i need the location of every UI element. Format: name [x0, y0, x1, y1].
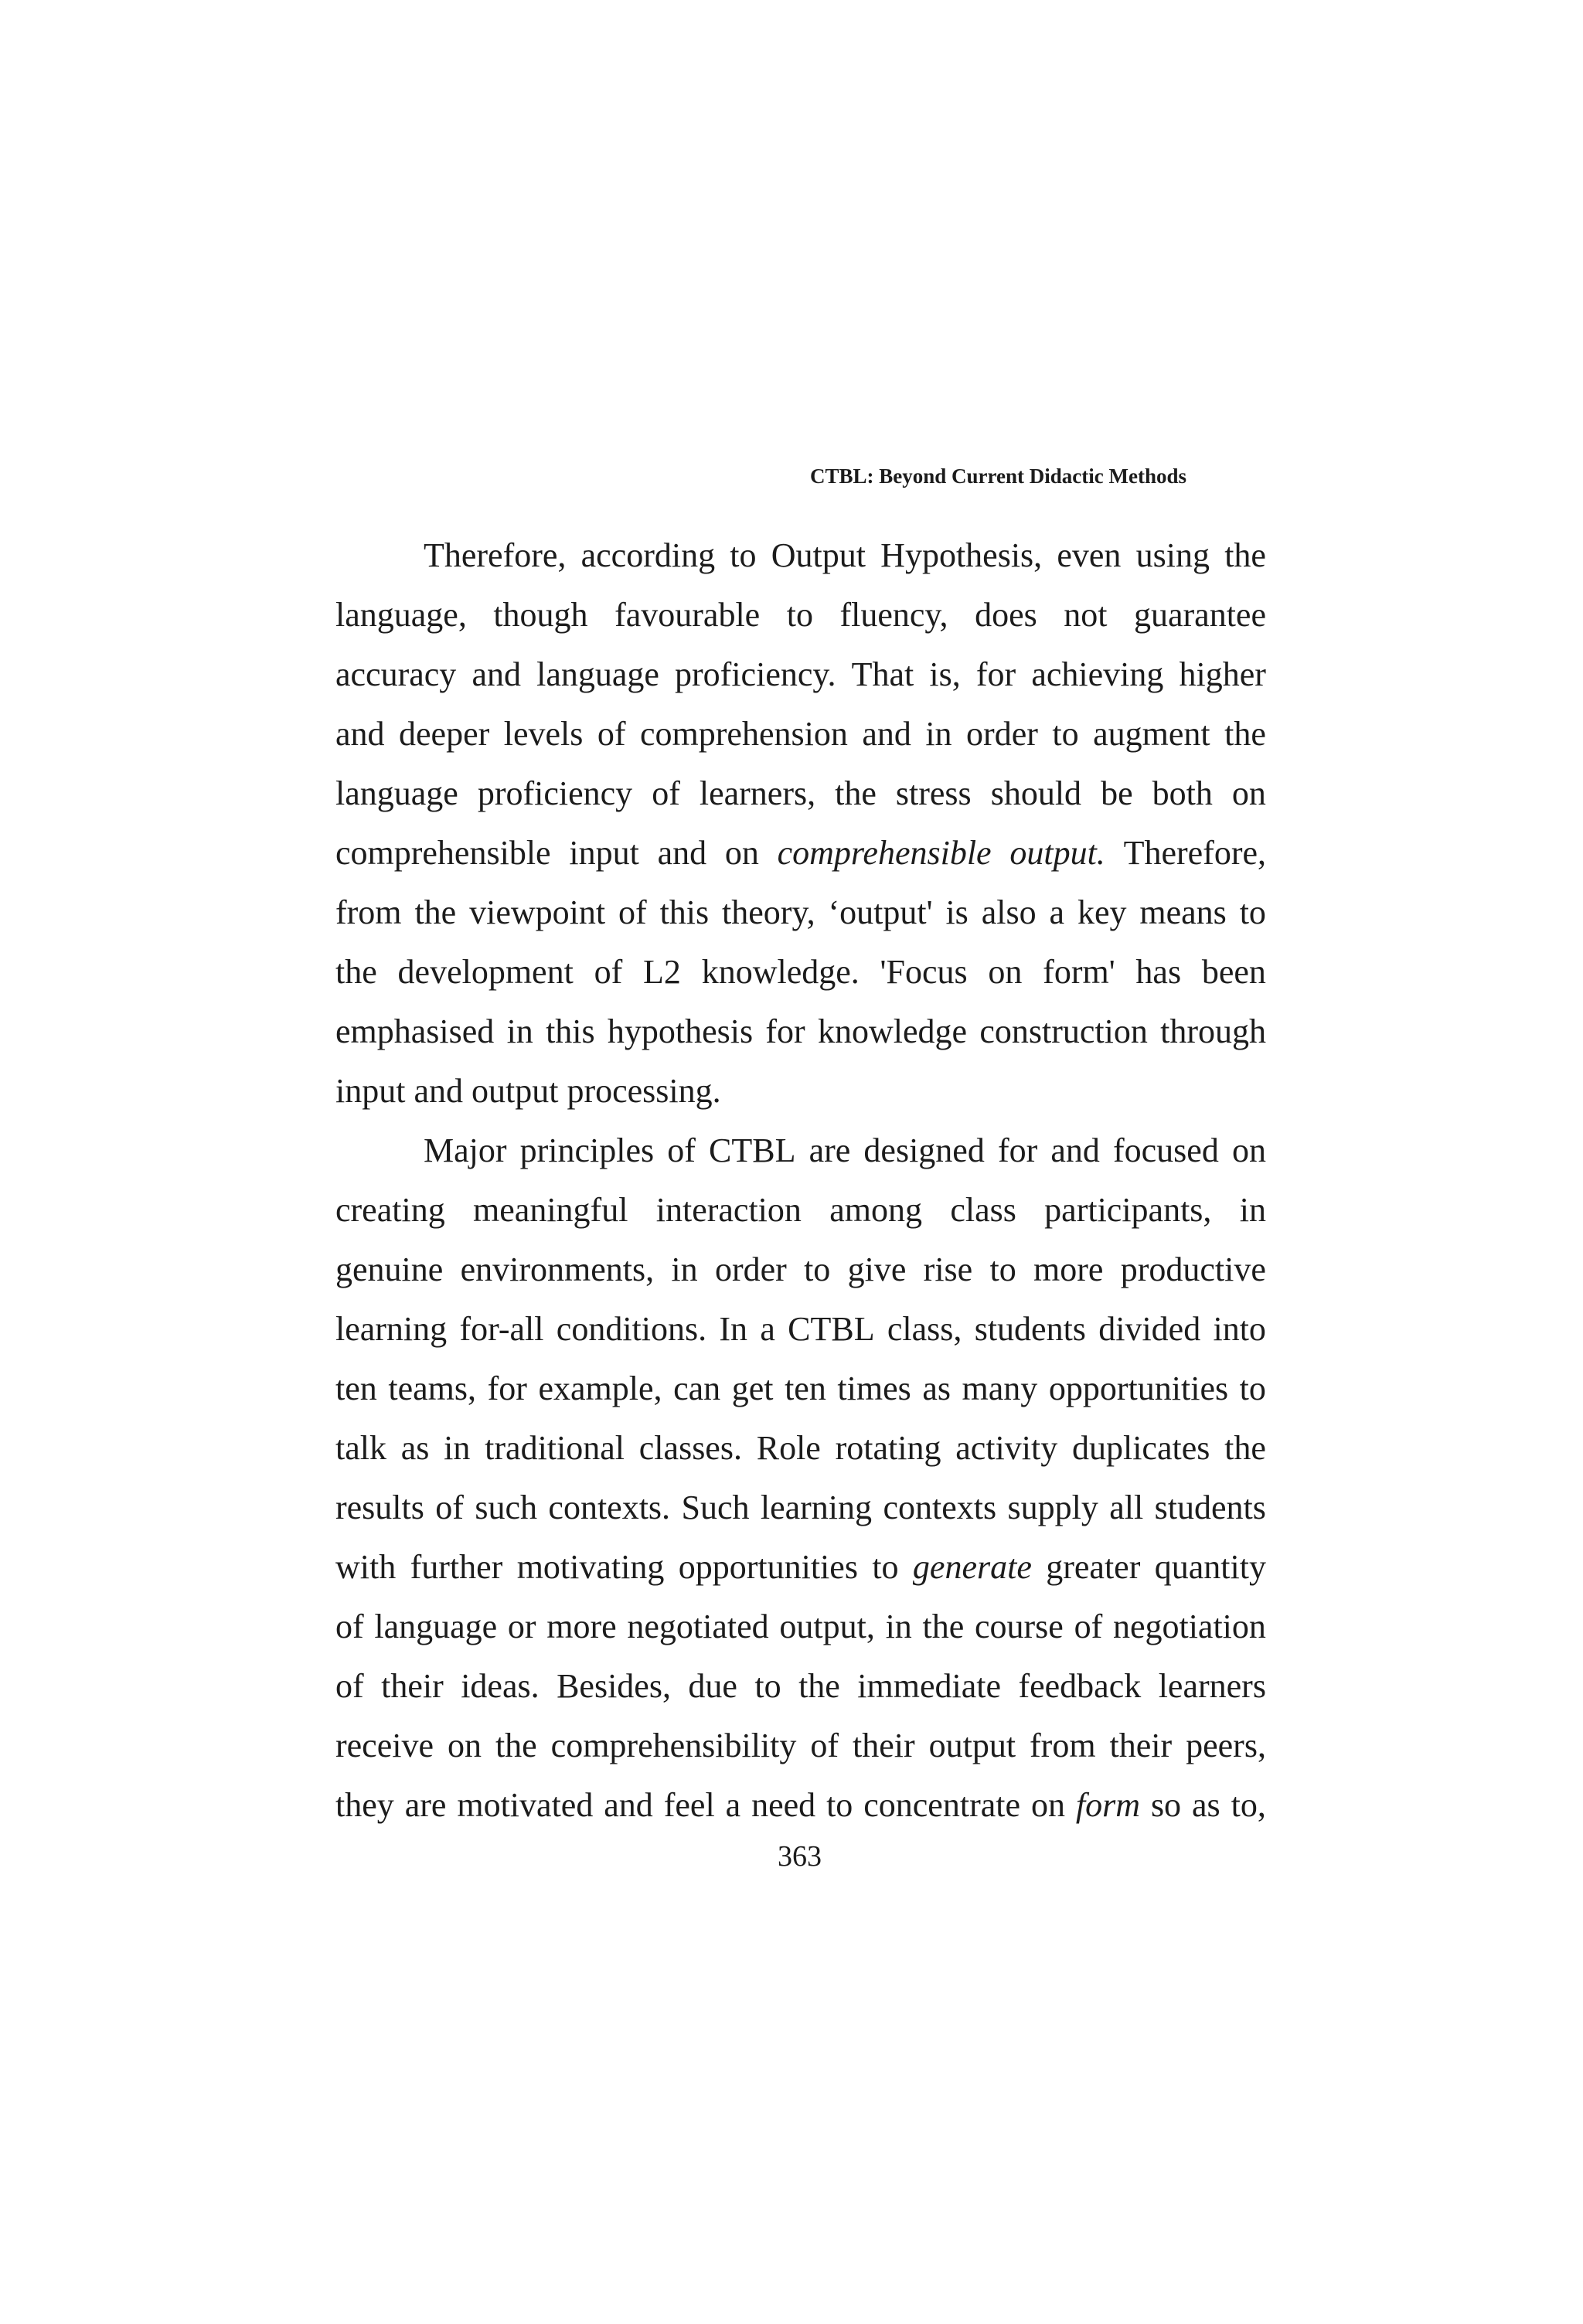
word: to — [1052, 715, 1079, 753]
word: more — [546, 1608, 617, 1645]
word: on — [724, 834, 759, 872]
word: language — [374, 1608, 498, 1645]
word: the — [335, 953, 377, 991]
word: and — [414, 1072, 463, 1110]
word: into — [1213, 1310, 1266, 1348]
word: viewpoint — [469, 893, 606, 931]
word: students — [974, 1310, 1086, 1348]
text-line — [335, 1307, 1266, 1366]
body-text — [335, 533, 1266, 1843]
word: and — [657, 834, 707, 872]
word: language — [335, 774, 458, 812]
word: the — [1224, 536, 1266, 574]
word: for — [997, 1131, 1038, 1169]
text-line — [335, 1485, 1266, 1545]
word: fluency, — [839, 596, 948, 634]
word: can — [673, 1370, 721, 1407]
text-line — [335, 1783, 1266, 1843]
word: opportunities — [1048, 1370, 1229, 1407]
word: development — [397, 953, 574, 991]
text-line — [335, 712, 1266, 771]
word: levels — [503, 715, 584, 753]
word: learning — [335, 1310, 448, 1348]
word: to — [730, 536, 757, 574]
word: participants, — [1044, 1191, 1212, 1229]
word: and — [1050, 1131, 1100, 1169]
word: further — [410, 1548, 503, 1586]
word: should — [990, 774, 1082, 812]
word: students — [1154, 1489, 1266, 1526]
word: of — [667, 1131, 696, 1169]
word: creating — [335, 1191, 445, 1229]
word: teams, — [388, 1370, 476, 1407]
word: CTBL — [788, 1310, 875, 1348]
text-line — [335, 950, 1266, 1009]
word: Such — [681, 1489, 750, 1526]
word: concentrate — [863, 1786, 1020, 1824]
word: and — [335, 715, 385, 753]
word: in — [1239, 1191, 1266, 1229]
text-line — [335, 890, 1266, 950]
word: get — [731, 1370, 774, 1407]
word: has — [1135, 953, 1182, 991]
word: for — [765, 1012, 805, 1050]
word: the — [922, 1608, 965, 1645]
word: the — [1224, 1429, 1266, 1467]
word: 'Focus — [880, 953, 968, 991]
word: accuracy — [335, 655, 457, 693]
word: as — [1192, 1786, 1220, 1824]
word: stress — [895, 774, 972, 812]
word: traditional — [485, 1429, 625, 1467]
word: input — [335, 1072, 406, 1110]
word: That — [851, 655, 914, 693]
text-line — [335, 771, 1266, 831]
word: through — [1160, 1012, 1266, 1050]
word: a — [725, 1786, 741, 1824]
word: to — [1239, 893, 1266, 931]
word: Major — [424, 1131, 507, 1169]
word: order — [966, 715, 1038, 753]
word: from — [1030, 1727, 1096, 1764]
word: is — [945, 893, 969, 931]
word: rise — [923, 1250, 973, 1288]
word: are — [404, 1786, 447, 1824]
word: for — [975, 655, 1016, 693]
word: motivating — [516, 1548, 665, 1586]
word: to — [872, 1548, 899, 1586]
word: due — [688, 1667, 737, 1705]
word: or — [507, 1608, 536, 1645]
word: a — [760, 1310, 775, 1348]
word: contexts. — [548, 1489, 671, 1526]
text-line — [335, 1188, 1266, 1247]
word: environments, — [460, 1250, 655, 1288]
word: deeper — [399, 715, 490, 753]
word: the — [798, 1667, 840, 1705]
word: comprehension — [640, 715, 848, 753]
word: also — [981, 893, 1037, 931]
word: feel — [663, 1786, 715, 1824]
word: knowledge — [817, 1012, 968, 1050]
word: example, — [538, 1370, 662, 1407]
word: key — [1077, 893, 1127, 931]
word: of — [1074, 1608, 1103, 1645]
word: receive — [335, 1727, 434, 1764]
word: they — [335, 1786, 394, 1824]
page-number: 363 — [778, 1840, 822, 1873]
word: of — [435, 1489, 464, 1526]
word: this — [546, 1012, 595, 1050]
word: many — [962, 1370, 1038, 1407]
word: as — [922, 1370, 951, 1407]
word: this — [659, 893, 710, 931]
word: of — [335, 1667, 364, 1705]
word: to — [1239, 1370, 1266, 1407]
word: need — [751, 1786, 816, 1824]
word: language, — [335, 596, 467, 634]
word: are — [809, 1131, 851, 1169]
word: and — [862, 715, 911, 753]
word: results — [335, 1489, 424, 1526]
text-line — [335, 1426, 1266, 1485]
word: though — [493, 596, 588, 634]
word: feedback — [1018, 1667, 1142, 1705]
word: in — [671, 1250, 698, 1288]
paragraph — [335, 1128, 1266, 1843]
word: of — [597, 715, 626, 753]
word: give — [847, 1250, 907, 1288]
italic-word: generate — [912, 1548, 1032, 1586]
word: Role — [756, 1429, 821, 1467]
word: according — [580, 536, 716, 574]
word: on — [1231, 1131, 1266, 1169]
word: to — [989, 1250, 1016, 1288]
word: on — [988, 953, 1023, 991]
word: talk — [335, 1429, 386, 1467]
word: even — [1057, 536, 1122, 574]
word: been — [1201, 953, 1266, 991]
text-line — [335, 652, 1266, 712]
word: activity — [955, 1429, 1058, 1467]
word: guarantee — [1133, 596, 1266, 634]
word: processing. — [567, 1072, 721, 1110]
word: output, — [779, 1608, 875, 1645]
word: negotiated — [627, 1608, 769, 1645]
word: using — [1135, 536, 1210, 574]
word: on — [447, 1727, 482, 1764]
word: more — [1033, 1250, 1104, 1288]
word: knowledge. — [701, 953, 860, 991]
text-line — [335, 1366, 1266, 1426]
word: the — [495, 1727, 537, 1764]
text-line — [335, 1128, 1266, 1188]
word: their — [852, 1727, 915, 1764]
word: Besides, — [557, 1667, 671, 1705]
word: theory, — [722, 893, 815, 931]
word: of — [652, 774, 680, 812]
word: on — [1030, 1786, 1065, 1824]
word: such — [475, 1489, 538, 1526]
word: of — [618, 893, 647, 931]
italic-word: form — [1075, 1786, 1140, 1824]
running-head: CTBL: Beyond Current Didactic Methods — [810, 464, 1187, 488]
word: form' — [1043, 953, 1115, 991]
word: in — [885, 1608, 912, 1645]
text-line — [335, 1723, 1266, 1783]
word: meaningful — [473, 1191, 628, 1229]
word: In — [719, 1310, 748, 1348]
word: contexts — [883, 1489, 997, 1526]
word: on — [1231, 774, 1266, 812]
word: proficiency — [477, 774, 633, 812]
word: among — [829, 1191, 922, 1229]
word: the — [1224, 715, 1266, 753]
word: course — [975, 1608, 1064, 1645]
word: designed — [863, 1131, 985, 1169]
word: principles — [519, 1131, 655, 1169]
word: rotating — [835, 1429, 941, 1467]
word: in — [444, 1429, 471, 1467]
word: L2 — [643, 953, 681, 991]
word: conditions. — [556, 1310, 707, 1348]
word: motivated — [457, 1786, 594, 1824]
word: and — [604, 1786, 653, 1824]
text-line — [335, 1247, 1266, 1307]
word: ideas. — [461, 1667, 540, 1705]
word: opportunities — [678, 1548, 858, 1586]
word: so — [1150, 1786, 1182, 1824]
word: to — [786, 596, 813, 634]
word: Therefore, — [424, 536, 567, 574]
word: from — [335, 893, 402, 931]
word: learners — [1158, 1667, 1266, 1705]
word: class, — [887, 1310, 962, 1348]
text-line — [335, 1009, 1266, 1069]
word: and — [471, 655, 521, 693]
word: quantity — [1154, 1548, 1266, 1586]
word: with — [335, 1548, 397, 1586]
word: all — [1109, 1489, 1144, 1526]
word: to — [804, 1250, 831, 1288]
word: emphasised — [335, 1012, 495, 1050]
text-line — [335, 533, 1266, 593]
word: is, — [929, 655, 961, 693]
italic-word: comprehensible — [777, 834, 992, 872]
word: ‘output' — [828, 893, 933, 931]
text-line — [335, 1545, 1266, 1604]
word: order — [714, 1250, 787, 1288]
word: immediate — [857, 1667, 1002, 1705]
word: productive — [1120, 1250, 1266, 1288]
word: genuine — [335, 1250, 444, 1288]
word: Output — [771, 536, 866, 574]
word: of — [594, 953, 623, 991]
italic-word: output. — [1009, 834, 1105, 872]
word: divided — [1098, 1310, 1201, 1348]
word: both — [1152, 774, 1213, 812]
text-line — [335, 831, 1266, 890]
word: achieving — [1031, 655, 1164, 693]
word: to — [754, 1667, 781, 1705]
word: to — [826, 1786, 853, 1824]
word: supply — [1007, 1489, 1098, 1526]
word: of — [810, 1727, 839, 1764]
word: the — [835, 774, 877, 812]
word: for — [487, 1370, 527, 1407]
word: ten — [335, 1370, 377, 1407]
word: hypothesis — [607, 1012, 754, 1050]
word: for-all — [459, 1310, 544, 1348]
word: their — [381, 1667, 444, 1705]
word: learning — [760, 1489, 873, 1526]
word: duplicates — [1071, 1429, 1210, 1467]
word: negotiation — [1112, 1608, 1266, 1645]
word: comprehensible — [335, 834, 551, 872]
word: higher — [1179, 655, 1266, 693]
word: proficiency. — [675, 655, 836, 693]
word: peers, — [1186, 1727, 1266, 1764]
word: Therefore, — [1123, 834, 1266, 872]
word: class — [950, 1191, 1016, 1229]
word: ten — [785, 1370, 826, 1407]
word: focused — [1113, 1131, 1219, 1169]
word: their — [1109, 1727, 1173, 1764]
word: construction — [979, 1012, 1148, 1050]
word: classes. — [638, 1429, 742, 1467]
word: interaction — [655, 1191, 802, 1229]
word: in — [506, 1012, 533, 1050]
word: language — [536, 655, 659, 693]
word: the — [414, 893, 457, 931]
word: be — [1101, 774, 1133, 812]
word: output — [471, 1072, 559, 1110]
word: not — [1064, 596, 1108, 634]
word: in — [925, 715, 952, 753]
word: means — [1139, 893, 1227, 931]
word: Hypothesis, — [880, 536, 1043, 574]
word: to, — [1231, 1786, 1266, 1824]
word: does — [975, 596, 1037, 634]
word: of — [335, 1608, 364, 1645]
text-line — [335, 1069, 1266, 1128]
word: CTBL — [709, 1131, 796, 1169]
word: favourable — [614, 596, 761, 634]
word: as — [400, 1429, 430, 1467]
text-line — [335, 1604, 1266, 1664]
paragraph — [335, 533, 1266, 1128]
word: input — [569, 834, 639, 872]
word: greater — [1046, 1548, 1141, 1586]
word: times — [837, 1370, 911, 1407]
word: output — [928, 1727, 1016, 1764]
word: learners, — [699, 774, 816, 812]
word: augment — [1093, 715, 1210, 753]
word: comprehensibility — [550, 1727, 797, 1764]
text-line — [335, 593, 1266, 652]
text-line — [335, 1664, 1266, 1723]
word: a — [1049, 893, 1065, 931]
